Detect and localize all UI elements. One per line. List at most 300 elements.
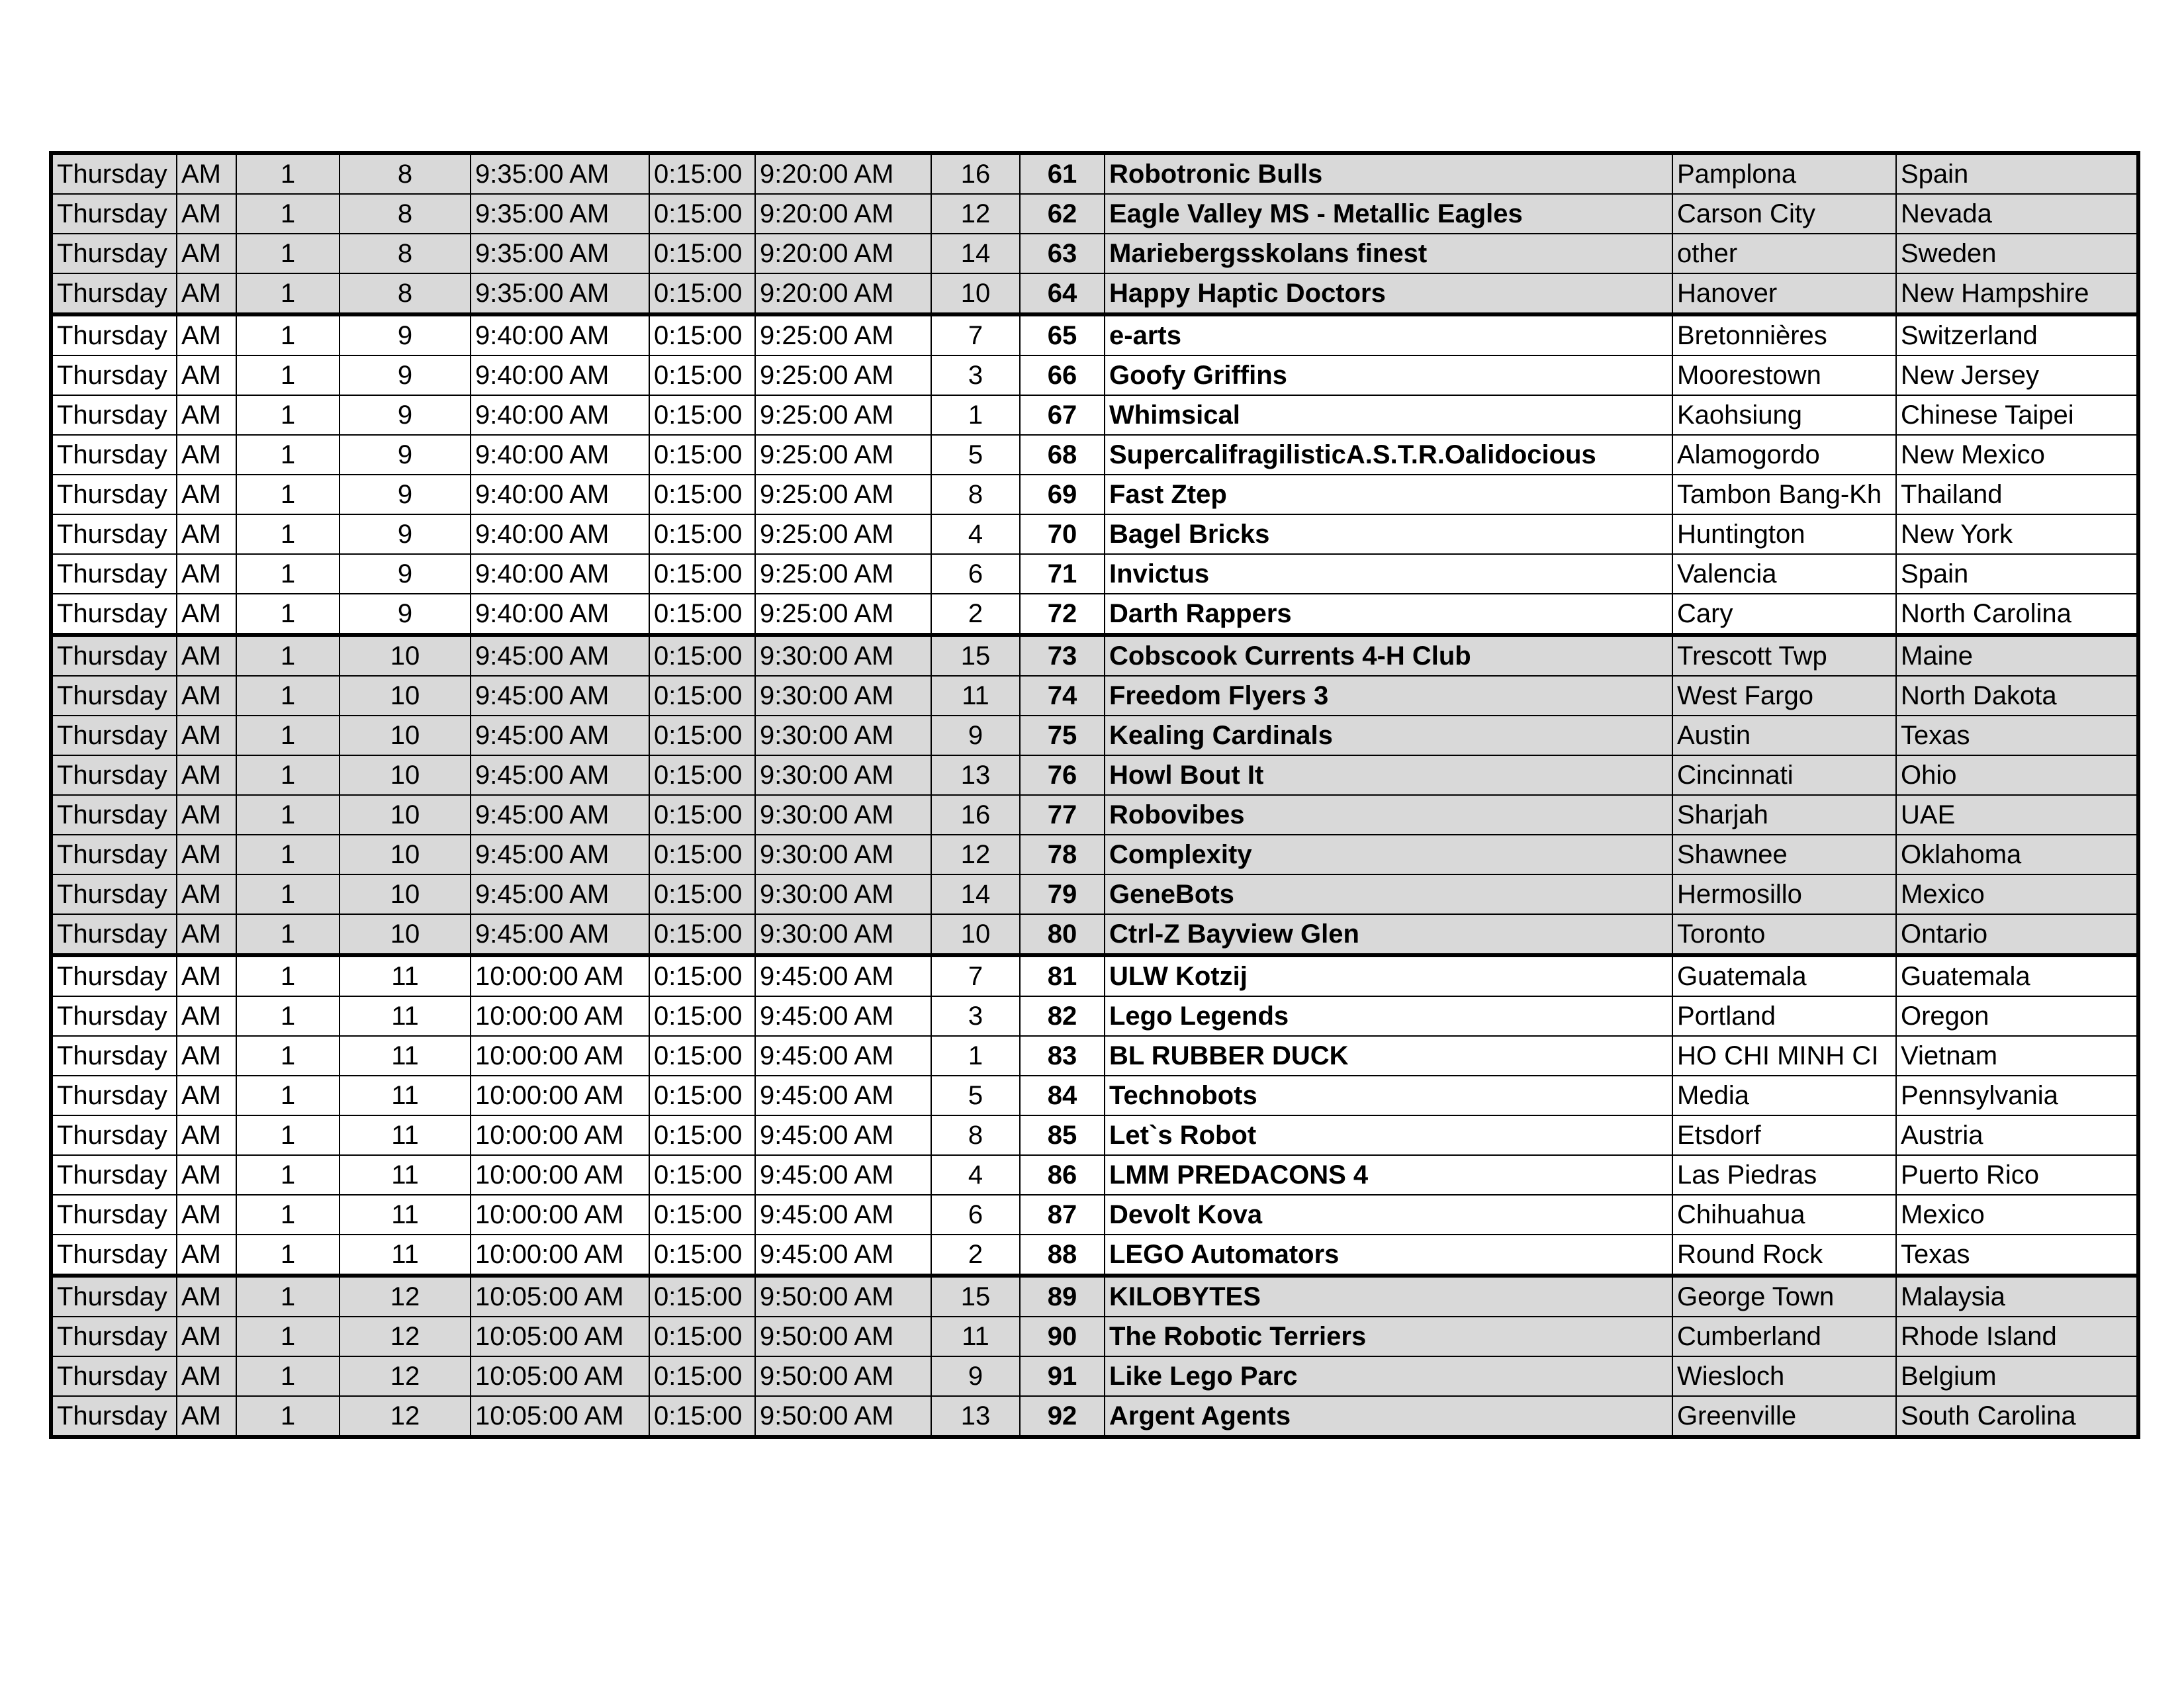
cell-session: AM [177, 914, 236, 955]
cell-duration: 0:15:00 [649, 554, 755, 594]
cell-round: 1 [236, 594, 340, 635]
cell-city: Greenville [1672, 1396, 1896, 1437]
cell-region: New Mexico [1896, 435, 2138, 475]
cell-round: 1 [236, 874, 340, 914]
cell-match-slot: 9 [340, 314, 471, 355]
cell-match-slot: 8 [340, 153, 471, 194]
cell-team-number: 86 [1020, 1155, 1105, 1195]
table-row [51, 1155, 2138, 1195]
table-row [51, 955, 2138, 996]
cell-region: Texas [1896, 716, 2138, 755]
cell-table-number: 6 [931, 554, 1020, 594]
cell-match-slot: 11 [340, 1036, 471, 1076]
cell-duration: 0:15:00 [649, 514, 755, 554]
cell-queue-time: 9:45:00 AM [755, 996, 931, 1036]
cell-match-slot: 12 [340, 1276, 471, 1317]
table-row [51, 635, 2138, 676]
table-row [51, 1115, 2138, 1155]
cell-day: Thursday [51, 475, 177, 514]
cell-round: 1 [236, 1036, 340, 1076]
cell-duration: 0:15:00 [649, 153, 755, 194]
cell-team-number: 79 [1020, 874, 1105, 914]
cell-team-number: 69 [1020, 475, 1105, 514]
cell-queue-time: 9:25:00 AM [755, 395, 931, 435]
cell-city: George Town [1672, 1276, 1896, 1317]
cell-city: Cincinnati [1672, 755, 1896, 795]
cell-team-name: Robovibes [1105, 795, 1672, 835]
cell-day: Thursday [51, 1195, 177, 1235]
cell-round: 1 [236, 635, 340, 676]
cell-team-number: 76 [1020, 755, 1105, 795]
cell-match-time: 9:45:00 AM [471, 874, 649, 914]
cell-day: Thursday [51, 395, 177, 435]
cell-round: 1 [236, 1155, 340, 1195]
cell-match-slot: 9 [340, 435, 471, 475]
cell-team-name: e-arts [1105, 314, 1672, 355]
cell-team-number: 81 [1020, 955, 1105, 996]
cell-match-slot: 9 [340, 554, 471, 594]
cell-city: West Fargo [1672, 676, 1896, 716]
cell-queue-time: 9:50:00 AM [755, 1356, 931, 1396]
cell-day: Thursday [51, 955, 177, 996]
cell-queue-time: 9:45:00 AM [755, 955, 931, 996]
cell-day: Thursday [51, 755, 177, 795]
cell-region: Guatemala [1896, 955, 2138, 996]
cell-team-number: 64 [1020, 273, 1105, 314]
cell-queue-time: 9:45:00 AM [755, 1195, 931, 1235]
cell-match-slot: 10 [340, 635, 471, 676]
cell-match-slot: 12 [340, 1356, 471, 1396]
cell-team-name: Howl Bout It [1105, 755, 1672, 795]
cell-match-slot: 11 [340, 1195, 471, 1235]
cell-table-number: 15 [931, 635, 1020, 676]
cell-city: Etsdorf [1672, 1115, 1896, 1155]
cell-region: Austria [1896, 1115, 2138, 1155]
cell-match-time: 9:45:00 AM [471, 755, 649, 795]
cell-match-slot: 11 [340, 1076, 471, 1115]
cell-city: Toronto [1672, 914, 1896, 955]
cell-table-number: 14 [931, 234, 1020, 273]
cell-match-time: 9:40:00 AM [471, 594, 649, 635]
cell-day: Thursday [51, 273, 177, 314]
cell-queue-time: 9:20:00 AM [755, 273, 931, 314]
cell-team-name: Goofy Griffins [1105, 355, 1672, 395]
cell-city: Hermosillo [1672, 874, 1896, 914]
cell-round: 1 [236, 314, 340, 355]
cell-team-number: 72 [1020, 594, 1105, 635]
cell-session: AM [177, 1317, 236, 1356]
cell-table-number: 11 [931, 676, 1020, 716]
cell-session: AM [177, 1036, 236, 1076]
cell-duration: 0:15:00 [649, 1155, 755, 1195]
cell-match-slot: 8 [340, 273, 471, 314]
cell-table-number: 10 [931, 914, 1020, 955]
cell-city: Portland [1672, 996, 1896, 1036]
cell-match-time: 9:35:00 AM [471, 234, 649, 273]
cell-queue-time: 9:25:00 AM [755, 435, 931, 475]
cell-round: 1 [236, 795, 340, 835]
cell-team-number: 92 [1020, 1396, 1105, 1437]
schedule-body [51, 153, 2138, 1437]
cell-match-time: 10:00:00 AM [471, 996, 649, 1036]
cell-match-time: 9:40:00 AM [471, 554, 649, 594]
cell-table-number: 11 [931, 1317, 1020, 1356]
table-row [51, 996, 2138, 1036]
cell-session: AM [177, 194, 236, 234]
cell-match-time: 10:00:00 AM [471, 1155, 649, 1195]
cell-match-slot: 11 [340, 955, 471, 996]
cell-region: Puerto Rico [1896, 1155, 2138, 1195]
cell-match-time: 9:45:00 AM [471, 795, 649, 835]
cell-table-number: 8 [931, 475, 1020, 514]
cell-session: AM [177, 716, 236, 755]
cell-city: Moorestown [1672, 355, 1896, 395]
cell-session: AM [177, 755, 236, 795]
cell-duration: 0:15:00 [649, 996, 755, 1036]
cell-queue-time: 9:25:00 AM [755, 475, 931, 514]
table-row [51, 153, 2138, 194]
cell-day: Thursday [51, 795, 177, 835]
cell-team-number: 87 [1020, 1195, 1105, 1235]
cell-day: Thursday [51, 635, 177, 676]
cell-match-slot: 9 [340, 514, 471, 554]
cell-region: Mexico [1896, 874, 2138, 914]
cell-day: Thursday [51, 194, 177, 234]
cell-duration: 0:15:00 [649, 273, 755, 314]
cell-duration: 0:15:00 [649, 755, 755, 795]
cell-region: New Hampshire [1896, 273, 2138, 314]
cell-table-number: 7 [931, 314, 1020, 355]
cell-day: Thursday [51, 1356, 177, 1396]
cell-city: Valencia [1672, 554, 1896, 594]
cell-team-number: 61 [1020, 153, 1105, 194]
cell-duration: 0:15:00 [649, 874, 755, 914]
cell-queue-time: 9:30:00 AM [755, 795, 931, 835]
cell-match-slot: 9 [340, 355, 471, 395]
table-row [51, 1076, 2138, 1115]
table-row [51, 475, 2138, 514]
cell-team-number: 63 [1020, 234, 1105, 273]
cell-duration: 0:15:00 [649, 795, 755, 835]
cell-match-slot: 9 [340, 594, 471, 635]
cell-match-time: 9:45:00 AM [471, 635, 649, 676]
cell-duration: 0:15:00 [649, 475, 755, 514]
cell-team-number: 78 [1020, 835, 1105, 874]
cell-match-time: 9:35:00 AM [471, 194, 649, 234]
cell-team-name: SupercalifragilisticA.S.T.R.Oalidocious [1105, 435, 1672, 475]
cell-region: Spain [1896, 153, 2138, 194]
cell-region: Ontario [1896, 914, 2138, 955]
cell-region: Maine [1896, 635, 2138, 676]
cell-match-time: 9:35:00 AM [471, 273, 649, 314]
cell-queue-time: 9:45:00 AM [755, 1076, 931, 1115]
cell-city: Wiesloch [1672, 1356, 1896, 1396]
cell-match-time: 9:40:00 AM [471, 475, 649, 514]
cell-table-number: 16 [931, 153, 1020, 194]
cell-session: AM [177, 234, 236, 273]
cell-match-time: 10:00:00 AM [471, 1036, 649, 1076]
cell-match-slot: 8 [340, 194, 471, 234]
cell-queue-time: 9:20:00 AM [755, 194, 931, 234]
cell-region: New York [1896, 514, 2138, 554]
cell-table-number: 4 [931, 514, 1020, 554]
cell-day: Thursday [51, 835, 177, 874]
cell-team-name: Argent Agents [1105, 1396, 1672, 1437]
cell-round: 1 [236, 716, 340, 755]
table-row [51, 1317, 2138, 1356]
cell-queue-time: 9:25:00 AM [755, 355, 931, 395]
cell-match-time: 9:40:00 AM [471, 435, 649, 475]
cell-session: AM [177, 273, 236, 314]
cell-team-name: Let`s Robot [1105, 1115, 1672, 1155]
cell-round: 1 [236, 475, 340, 514]
cell-table-number: 3 [931, 996, 1020, 1036]
cell-match-slot: 9 [340, 395, 471, 435]
cell-match-time: 10:00:00 AM [471, 1195, 649, 1235]
cell-team-number: 75 [1020, 716, 1105, 755]
table-row [51, 914, 2138, 955]
cell-duration: 0:15:00 [649, 676, 755, 716]
cell-duration: 0:15:00 [649, 314, 755, 355]
cell-queue-time: 9:50:00 AM [755, 1317, 931, 1356]
cell-round: 1 [236, 1396, 340, 1437]
cell-match-time: 9:40:00 AM [471, 514, 649, 554]
cell-table-number: 9 [931, 1356, 1020, 1396]
cell-session: AM [177, 314, 236, 355]
cell-duration: 0:15:00 [649, 955, 755, 996]
cell-day: Thursday [51, 996, 177, 1036]
cell-round: 1 [236, 1076, 340, 1115]
cell-match-slot: 10 [340, 795, 471, 835]
cell-team-number: 73 [1020, 635, 1105, 676]
table-row [51, 1195, 2138, 1235]
cell-city: Shawnee [1672, 835, 1896, 874]
cell-city: Austin [1672, 716, 1896, 755]
cell-city: Carson City [1672, 194, 1896, 234]
cell-region: Chinese Taipei [1896, 395, 2138, 435]
table-row [51, 234, 2138, 273]
table-row [51, 874, 2138, 914]
cell-match-time: 9:40:00 AM [471, 355, 649, 395]
cell-team-number: 66 [1020, 355, 1105, 395]
cell-table-number: 16 [931, 795, 1020, 835]
cell-team-name: The Robotic Terriers [1105, 1317, 1672, 1356]
cell-team-name: Bagel Bricks [1105, 514, 1672, 554]
cell-team-name: Robotronic Bulls [1105, 153, 1672, 194]
cell-table-number: 3 [931, 355, 1020, 395]
cell-city: Kaohsiung [1672, 395, 1896, 435]
cell-duration: 0:15:00 [649, 594, 755, 635]
cell-match-slot: 11 [340, 1155, 471, 1195]
cell-match-time: 10:00:00 AM [471, 955, 649, 996]
cell-team-number: 62 [1020, 194, 1105, 234]
cell-region: Rhode Island [1896, 1317, 2138, 1356]
cell-round: 1 [236, 955, 340, 996]
cell-session: AM [177, 1396, 236, 1437]
table-row [51, 435, 2138, 475]
cell-match-slot: 10 [340, 874, 471, 914]
cell-match-time: 9:45:00 AM [471, 835, 649, 874]
cell-session: AM [177, 635, 236, 676]
cell-round: 1 [236, 1115, 340, 1155]
cell-round: 1 [236, 755, 340, 795]
cell-region: Pennsylvania [1896, 1076, 2138, 1115]
cell-city: Bretonnières [1672, 314, 1896, 355]
cell-city: Alamogordo [1672, 435, 1896, 475]
cell-table-number: 1 [931, 395, 1020, 435]
cell-city: Huntington [1672, 514, 1896, 554]
cell-day: Thursday [51, 1276, 177, 1317]
cell-region: Ohio [1896, 755, 2138, 795]
cell-round: 1 [236, 395, 340, 435]
cell-queue-time: 9:30:00 AM [755, 755, 931, 795]
cell-queue-time: 9:45:00 AM [755, 1036, 931, 1076]
cell-region: North Dakota [1896, 676, 2138, 716]
cell-team-name: Technobots [1105, 1076, 1672, 1115]
cell-round: 1 [236, 355, 340, 395]
cell-team-name: Mariebergsskolans finest [1105, 234, 1672, 273]
table-row [51, 194, 2138, 234]
cell-queue-time: 9:20:00 AM [755, 153, 931, 194]
cell-round: 1 [236, 996, 340, 1036]
cell-queue-time: 9:30:00 AM [755, 874, 931, 914]
cell-team-name: Happy Haptic Doctors [1105, 273, 1672, 314]
cell-match-time: 10:05:00 AM [471, 1276, 649, 1317]
cell-session: AM [177, 554, 236, 594]
cell-match-time: 9:45:00 AM [471, 914, 649, 955]
table-row [51, 594, 2138, 635]
cell-session: AM [177, 153, 236, 194]
cell-team-number: 71 [1020, 554, 1105, 594]
cell-duration: 0:15:00 [649, 1115, 755, 1155]
cell-day: Thursday [51, 1076, 177, 1115]
cell-team-name: Eagle Valley MS - Metallic Eagles [1105, 194, 1672, 234]
cell-team-number: 85 [1020, 1115, 1105, 1155]
cell-day: Thursday [51, 874, 177, 914]
cell-table-number: 8 [931, 1115, 1020, 1155]
cell-match-slot: 8 [340, 234, 471, 273]
cell-city: HO CHI MINH CI [1672, 1036, 1896, 1076]
cell-session: AM [177, 594, 236, 635]
cell-match-time: 9:45:00 AM [471, 716, 649, 755]
cell-team-name: BL RUBBER DUCK [1105, 1036, 1672, 1076]
cell-team-name: Freedom Flyers 3 [1105, 676, 1672, 716]
cell-region: UAE [1896, 795, 2138, 835]
cell-day: Thursday [51, 435, 177, 475]
cell-duration: 0:15:00 [649, 835, 755, 874]
cell-session: AM [177, 395, 236, 435]
table-row [51, 395, 2138, 435]
cell-match-time: 10:05:00 AM [471, 1356, 649, 1396]
cell-region: Nevada [1896, 194, 2138, 234]
cell-session: AM [177, 1276, 236, 1317]
cell-table-number: 6 [931, 1195, 1020, 1235]
cell-match-time: 10:00:00 AM [471, 1115, 649, 1155]
cell-day: Thursday [51, 1235, 177, 1276]
cell-region: Texas [1896, 1235, 2138, 1276]
cell-city: Chihuahua [1672, 1195, 1896, 1235]
cell-session: AM [177, 874, 236, 914]
cell-team-name: Complexity [1105, 835, 1672, 874]
cell-match-slot: 9 [340, 475, 471, 514]
cell-queue-time: 9:25:00 AM [755, 314, 931, 355]
cell-duration: 0:15:00 [649, 1396, 755, 1437]
cell-day: Thursday [51, 676, 177, 716]
table-row [51, 716, 2138, 755]
cell-duration: 0:15:00 [649, 914, 755, 955]
cell-city: Round Rock [1672, 1235, 1896, 1276]
cell-duration: 0:15:00 [649, 395, 755, 435]
cell-session: AM [177, 435, 236, 475]
cell-region: Malaysia [1896, 1276, 2138, 1317]
cell-match-slot: 10 [340, 676, 471, 716]
cell-team-number: 91 [1020, 1356, 1105, 1396]
cell-session: AM [177, 1195, 236, 1235]
cell-team-number: 77 [1020, 795, 1105, 835]
cell-round: 1 [236, 514, 340, 554]
cell-queue-time: 9:50:00 AM [755, 1276, 931, 1317]
cell-region: New Jersey [1896, 355, 2138, 395]
cell-day: Thursday [51, 153, 177, 194]
cell-queue-time: 9:25:00 AM [755, 594, 931, 635]
table-row [51, 355, 2138, 395]
cell-session: AM [177, 1356, 236, 1396]
table-row [51, 755, 2138, 795]
cell-team-number: 68 [1020, 435, 1105, 475]
cell-match-slot: 12 [340, 1317, 471, 1356]
cell-duration: 0:15:00 [649, 1356, 755, 1396]
cell-match-slot: 10 [340, 914, 471, 955]
cell-match-time: 10:00:00 AM [471, 1076, 649, 1115]
cell-round: 1 [236, 153, 340, 194]
cell-table-number: 13 [931, 755, 1020, 795]
schedule-table [49, 151, 2140, 1439]
cell-region: Switzerland [1896, 314, 2138, 355]
cell-match-slot: 10 [340, 716, 471, 755]
cell-day: Thursday [51, 1155, 177, 1195]
cell-day: Thursday [51, 554, 177, 594]
cell-duration: 0:15:00 [649, 194, 755, 234]
cell-table-number: 10 [931, 273, 1020, 314]
cell-duration: 0:15:00 [649, 355, 755, 395]
cell-session: AM [177, 676, 236, 716]
cell-city: Cumberland [1672, 1317, 1896, 1356]
cell-table-number: 12 [931, 835, 1020, 874]
cell-queue-time: 9:25:00 AM [755, 514, 931, 554]
cell-round: 1 [236, 273, 340, 314]
cell-queue-time: 9:50:00 AM [755, 1396, 931, 1437]
cell-queue-time: 9:30:00 AM [755, 914, 931, 955]
cell-queue-time: 9:30:00 AM [755, 716, 931, 755]
cell-table-number: 9 [931, 716, 1020, 755]
cell-match-time: 9:40:00 AM [471, 314, 649, 355]
cell-team-name: GeneBots [1105, 874, 1672, 914]
cell-match-time: 10:05:00 AM [471, 1396, 649, 1437]
cell-queue-time: 9:20:00 AM [755, 234, 931, 273]
cell-round: 1 [236, 234, 340, 273]
cell-duration: 0:15:00 [649, 635, 755, 676]
cell-round: 1 [236, 435, 340, 475]
cell-team-name: Cobscook Currents 4-H Club [1105, 635, 1672, 676]
cell-team-name: KILOBYTES [1105, 1276, 1672, 1317]
cell-queue-time: 9:25:00 AM [755, 554, 931, 594]
table-row [51, 1235, 2138, 1276]
table-row [51, 1356, 2138, 1396]
cell-region: Oregon [1896, 996, 2138, 1036]
cell-session: AM [177, 1076, 236, 1115]
cell-match-slot: 11 [340, 1115, 471, 1155]
cell-team-number: 65 [1020, 314, 1105, 355]
